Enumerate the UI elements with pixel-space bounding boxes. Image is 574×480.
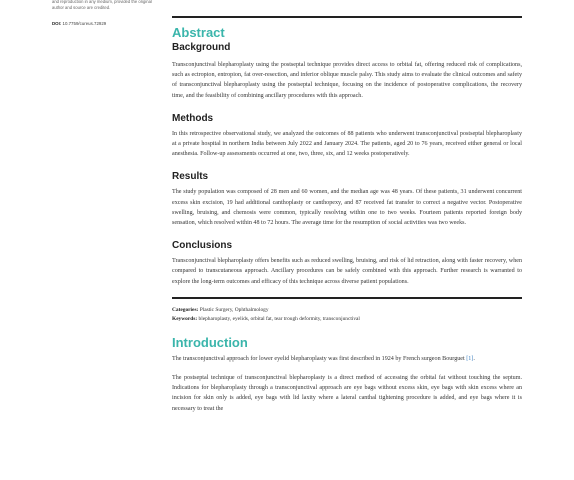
citation-link[interactable]: [1] bbox=[466, 355, 474, 362]
article-sidebar bbox=[52, 0, 162, 26]
categories-label: Categories: bbox=[172, 306, 199, 313]
abstract-heading: Abstract bbox=[172, 25, 225, 40]
introduction-p1-text: The transconjunctival approach for lower eyelid blepharoplasty was first described in 1924 by French surgeon Bourguet bbox=[172, 355, 467, 362]
abstract-bottom-rule bbox=[172, 297, 522, 299]
background-text: Transconjunctival blepharoplasty using the postseptal technique provides direct access to orbital fat, offering reduced risk of complications, such as ectropion, entropion, fat over-resection, and inferior oblique muscle palsy. This study aims to evaluate the clinical outcomes and safety of transconjunctival blepharoplasty using the postseptal technique, focusing on the incidence of postoperative complications, the recovery time, and the feasibility of combining ancillary procedures with this approach. bbox=[172, 62, 522, 99]
article-main bbox=[172, 16, 522, 414]
keywords-label: Keywords: bbox=[172, 315, 198, 322]
introduction-heading: Introduction bbox=[172, 334, 248, 350]
categories-value: Plastic Surgery, Ophthalmology bbox=[199, 306, 269, 313]
introduction-p1-end: . bbox=[473, 355, 475, 362]
methods-heading: Methods bbox=[172, 112, 214, 124]
introduction-paragraph-1 bbox=[172, 354, 522, 364]
doi-label: DOI: bbox=[52, 21, 62, 26]
background-heading: Background bbox=[172, 42, 231, 53]
introduction-paragraph-2: The postseptal technique of transconjunctival blepharoplasty is a direct method of accessing the orbital fat without touching the septum. Indications for blepharoplasty through a transconjunctival approach are eye bags without excess skin, eye bags with skin excess where an incision for skin only is added, eye bags with lid laxity where a lateral canthal tightening procedure is added, and eye bags where it is necessary to treat the bbox=[172, 375, 522, 412]
keywords-line bbox=[172, 315, 522, 324]
keywords-value: blepharoplasty, eyelids, orbital fat, tear trough deformity, transconjunctival bbox=[198, 315, 360, 322]
doi-value[interactable]: 10.7759/cureus.72929 bbox=[62, 21, 107, 26]
categories-line bbox=[172, 306, 522, 315]
methods-text: In this retrospective observational study, we analyzed the outcomes of 88 patients who underwent transconjunctival postseptal blepharoplasty at a private hospital in northern India between July 2022 and January 2024. The patients, aged 20 to 76 years, received either general or local anesthesia. Follow-up assessments occurred at one, two, three, six, and 12 weeks postoperatively. bbox=[172, 130, 522, 158]
abstract-top-rule bbox=[172, 16, 522, 18]
conclusions-text: Transconjunctival blepharoplasty offers benefits such as reduced swelling, bruising, and risk of lid retraction, along with faster recovery, when compared to transcutaneous approach. Ancillary procedures can be safely combined with this approach. Further research is warranted to explore the long-term outcomes and efficacy of this technique across diverse patient populations. bbox=[172, 258, 522, 285]
conclusions-heading: Conclusions bbox=[172, 240, 233, 252]
license-text: and reproduction in any medium, provided the original author and source are credited. bbox=[52, 0, 152, 10]
results-heading: Results bbox=[172, 171, 209, 183]
results-text: The study population was composed of 28 men and 60 women, and the median age was 48 years. Of these patients, 31 underwent concurrent excess skin excision, 19 had additional canthoplasty or canthopexy, and 87 received fat transfer to correct a negative vector. Postoperative swelling, bruising, and chemosis were common, typically resolving within one to two weeks. Fourteen patients reported foreign body sensation, which resolved within 48 to 72 hours. The average time for the resumption of social activities was two weeks. bbox=[172, 189, 522, 227]
doi-line bbox=[52, 21, 162, 26]
